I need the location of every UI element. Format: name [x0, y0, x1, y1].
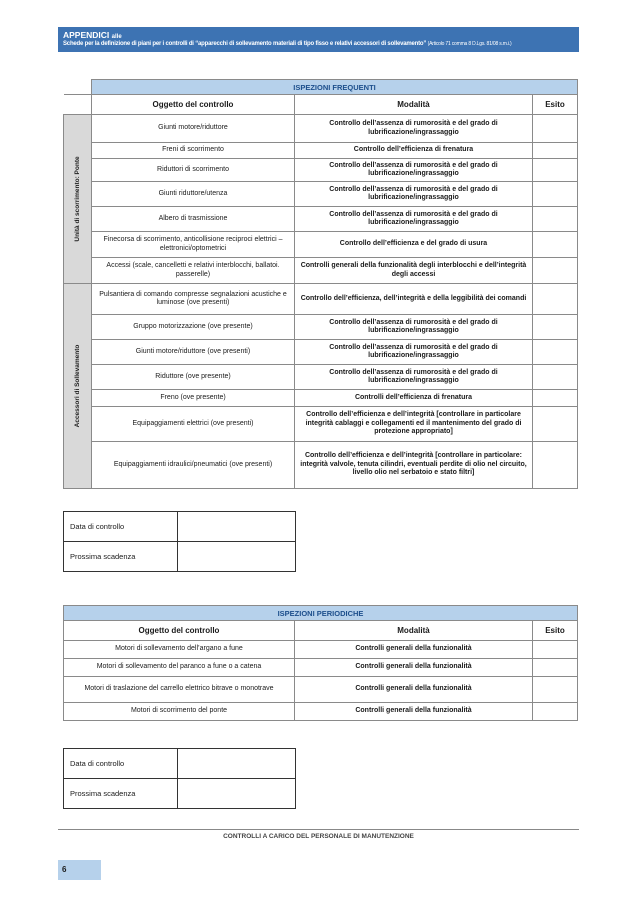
outcome-cell[interactable] [533, 703, 578, 721]
col-object-header: Oggetto del controllo [92, 95, 295, 115]
table-row-object: Giunti motore/riduttore [92, 115, 295, 143]
outcome-cell[interactable] [533, 143, 578, 159]
table-row-object: Motori di sollevamento del paranco a fune o a catena [64, 659, 295, 677]
outcome-cell[interactable] [533, 159, 578, 182]
footer-divider [58, 829, 579, 830]
col-object-header: Oggetto del controllo [64, 621, 295, 641]
header-title-text: APPENDICI [63, 30, 110, 40]
table-row-mode: Controllo dell’assenza di rumorosità e del grado di lubrificazione/ingrassaggio [295, 315, 533, 340]
outcome-cell[interactable] [533, 284, 578, 315]
table-row-object: Equipaggiamenti idraulici/pneumatici (ove presenti) [92, 442, 295, 489]
col-mode-header: Modalità [295, 621, 533, 641]
blank-corner [64, 80, 92, 95]
table-row-object: Motori di traslazione del carrello elettrico bitrave o monotrave [64, 677, 295, 703]
table-row-mode: Controllo dell’efficienza di frenatura [295, 143, 533, 159]
next-due-field[interactable] [178, 779, 296, 809]
table-row-mode: Controlli generali della funzionalità [295, 703, 533, 721]
header-subtitle [63, 41, 511, 47]
col-mode-header: Modalità [295, 95, 533, 115]
table-row-object: Freni di scorrimento [92, 143, 295, 159]
group1-label-text: Unità di scorrimento: Ponte [73, 156, 81, 242]
frequent-section-title: ISPEZIONI FREQUENTI [92, 80, 578, 95]
next-due-label: Prossima scadenza [64, 542, 178, 572]
date-box-periodic [63, 748, 296, 809]
periodic-section-title: ISPEZIONI PERIODICHE [64, 606, 578, 621]
outcome-cell[interactable] [533, 442, 578, 489]
col-outcome-header: Esito [533, 621, 578, 641]
table-row-object: Pulsantiera di comando compresse segnalazioni acustiche e luminose (ove presenti) [92, 284, 295, 315]
col-outcome-header: Esito [533, 95, 578, 115]
page-number-badge [58, 860, 101, 880]
page-number: 6 [62, 865, 67, 874]
outcome-cell[interactable] [533, 677, 578, 703]
table-row-mode: Controllo dell’assenza di rumorosità e del grado di lubrificazione/ingrassaggio [295, 207, 533, 232]
periodic-inspections-table [63, 605, 578, 721]
outcome-cell[interactable] [533, 315, 578, 340]
table-row-object: Freno (ove presente) [92, 390, 295, 407]
table-row-object: Finecorsa di scorrimento, anticollisione reciproci elettrici – elettronici/optometrici [92, 232, 295, 258]
table-row-mode: Controllo dell’efficienza, dell’integrità e della leggibilità dei comandi [295, 284, 533, 315]
table-row-object: Riduttori di scorrimento [92, 159, 295, 182]
outcome-cell[interactable] [533, 182, 578, 207]
group-label-ponte [64, 115, 92, 284]
table-row-mode: Controllo dell’assenza di rumorosità e del grado di lubrificazione/ingrassaggio [295, 365, 533, 390]
table-row-mode: Controlli generali della funzionalità degli interblocchi e dell’integrità degli accessi [295, 258, 533, 284]
table-row-mode: Controllo dell’efficienza e del grado di usura [295, 232, 533, 258]
table-row-object: Equipaggiamenti elettrici (ove presenti) [92, 407, 295, 442]
group2-label-text: Accessori di Sollevamento [73, 344, 81, 428]
outcome-cell[interactable] [533, 407, 578, 442]
control-date-label: Data di controllo [64, 512, 178, 542]
date-box-frequent [63, 511, 296, 572]
table-row-mode: Controllo dell’assenza di rumorosità e del grado di lubrificazione/ingrassaggio [295, 159, 533, 182]
outcome-cell[interactable] [533, 207, 578, 232]
table-row-mode: Controlli dell’efficienza di frenatura [295, 390, 533, 407]
table-row-object: Motori di sollevamento dell’argano a fune [64, 641, 295, 659]
outcome-cell[interactable] [533, 340, 578, 365]
blank-corner-2 [64, 95, 92, 115]
table-row-mode: Controllo dell’assenza di rumorosità e del grado di lubrificazione/ingrassaggio [295, 182, 533, 207]
outcome-cell[interactable] [533, 115, 578, 143]
table-row-object: Gruppo motorizzazione (ove presente) [92, 315, 295, 340]
table-row-mode: Controlli generali della funzionalità [295, 659, 533, 677]
control-date-label: Data di controllo [64, 749, 178, 779]
table-row-mode: Controllo dell’assenza di rumorosità e del grado di lubrificazione/ingrassaggio [295, 340, 533, 365]
footer-text: CONTROLLI A CARICO DEL PERSONALE DI MANUTENZIONE [223, 833, 414, 840]
table-row-mode: Controlli generali della funzionalità [295, 641, 533, 659]
table-row-object: Accessi (scale, cancelletti e relativi interblocchi, ballatoi. passerelle) [92, 258, 295, 284]
outcome-cell[interactable] [533, 232, 578, 258]
header-band [58, 27, 579, 52]
table-row-object: Giunti riduttore/utenza [92, 182, 295, 207]
table-row-object: Riduttore (ove presente) [92, 365, 295, 390]
header-title [63, 30, 122, 40]
frequent-inspections-table [63, 79, 578, 489]
table-row-mode: Controllo dell’efficienza e dell’integrità [controllare in particolare: integrità valvole, tenuta cilindri, eventuali perdite di olio nel circuito, livello olio nel serbatoio e stato filtri] [295, 442, 533, 489]
outcome-cell[interactable] [533, 258, 578, 284]
control-date-field[interactable] [178, 749, 296, 779]
outcome-cell[interactable] [533, 641, 578, 659]
control-date-field[interactable] [178, 512, 296, 542]
table-row-object: Giunti motore/riduttore (ove presenti) [92, 340, 295, 365]
header-subtitle-ref: (Articolo 71 comma 8 D.Lgs. 81/08 s.m.i.) [427, 41, 512, 47]
table-row-mode: Controllo dell’efficienza e dell’integrità [controllare in particolare integrità cablaggi e collegamenti ed il mantenimento del grado di protezione appropriato] [295, 407, 533, 442]
outcome-cell[interactable] [533, 365, 578, 390]
table-row-mode: Controlli generali della funzionalità [295, 677, 533, 703]
header-subtitle-text: Schede per la definizione di piani per i controlli di “apparecchi di sollevamento materiali di tipo fisso e relativi accessori di sollevamento” [63, 41, 427, 47]
outcome-cell[interactable] [533, 390, 578, 407]
outcome-cell[interactable] [533, 659, 578, 677]
next-due-label: Prossima scadenza [64, 779, 178, 809]
next-due-field[interactable] [178, 542, 296, 572]
table-row-mode: Controllo dell’assenza di rumorosità e del grado di lubrificazione/ingrassaggio [295, 115, 533, 143]
table-row-object: Motori di scorrimento del ponte [64, 703, 295, 721]
group-label-accessori [64, 284, 92, 489]
header-title-suffix: alle [111, 34, 122, 40]
table-row-object: Albero di trasmissione [92, 207, 295, 232]
